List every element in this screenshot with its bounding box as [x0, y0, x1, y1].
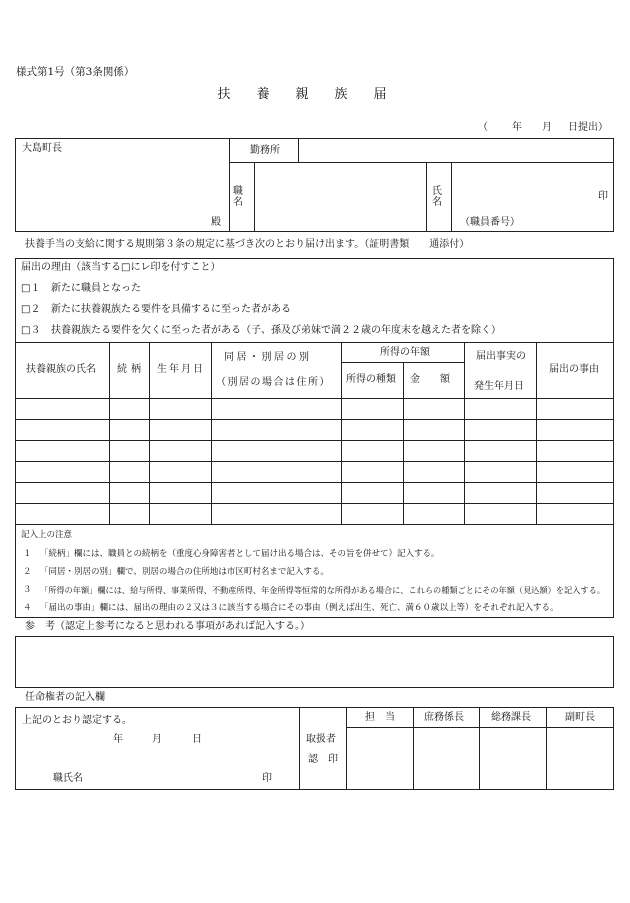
note-num-4: ４	[23, 603, 32, 613]
approval-header-staff: 担 当	[365, 712, 395, 723]
col-reason-header: 届出の事由	[549, 364, 599, 375]
table-row[interactable]	[15, 398, 614, 419]
approval-header-section-chief: 庶務係長	[424, 712, 464, 723]
handler-seal-label: 認 印	[308, 754, 338, 765]
note-num-2: ２	[23, 567, 32, 577]
col-residence-subheader: （別居の場合は住所）	[216, 377, 331, 388]
certify-text: 上記のとおり認定する。	[22, 715, 132, 726]
col-income-amount-header: 金 額	[410, 374, 450, 385]
position-field[interactable]	[258, 165, 422, 229]
reference-label: 参 考（認定上参考になると思われる事項があれば記入する。）	[25, 621, 310, 632]
seal-mark: 印	[598, 191, 608, 202]
note-text-2: 「同居・別居の別」欄で、別居の場合の住所地は市区町村名まで記入する。	[40, 567, 329, 577]
col-name-header: 扶養親族の氏名	[26, 364, 96, 375]
addressee-suffix: 殿	[211, 217, 221, 228]
col-birth-header: 生年月日	[157, 364, 205, 375]
form-title: 扶養親族届	[217, 87, 413, 102]
official-seal-mark: 印	[262, 773, 272, 784]
table-row[interactable]	[15, 461, 614, 482]
reason-option-2-text: 新たに扶養親族たる要件を具備するに至った者がある	[51, 304, 291, 315]
addressee: 大島町長	[22, 143, 62, 154]
col-income-type-header: 所得の種類	[346, 374, 396, 385]
note-text-4: 「届出の事由」欄には、届出の理由の２又は３に該当する場合にその事由（例えば出生、死亡、満６０歳以上等）をそれぞれ記入する。	[40, 603, 559, 613]
approval-header-division-chief: 総務課長	[491, 712, 531, 723]
submission-date-year: 年	[512, 122, 522, 133]
position-label: 職名	[233, 186, 243, 208]
submission-date-day: 日提出）	[568, 122, 608, 133]
employee-number-label: （職員番号）	[460, 217, 520, 228]
certify-month: 月	[152, 734, 162, 745]
approval-seal-section-chief[interactable]	[415, 729, 477, 788]
col-income-header: 所得の年額	[380, 347, 430, 358]
approval-header-deputy-mayor: 副町長	[565, 712, 595, 723]
form-number: 様式第1号（第3条関係）	[16, 66, 135, 78]
col-relation-header: 続柄	[117, 364, 145, 375]
col-event-header: 届出事実の	[476, 351, 526, 362]
intro-text: 扶養手当の支給に関する規則第３条の規定に基づき次のとおり届け出ます。（証明書類 通添付）	[25, 239, 470, 250]
certify-year: 年	[113, 734, 123, 745]
workplace-label: 勤務所	[250, 145, 280, 156]
checkbox-2[interactable]: □２	[21, 304, 41, 315]
note-text-1: 「続柄」欄には、職員との続柄を（重度心身障害者として届け出る場合は、その旨を併せて）記入する。	[40, 549, 440, 559]
certify-day: 日	[192, 734, 202, 745]
handler-label: 取扱者	[306, 734, 336, 745]
approval-seal-division-chief[interactable]	[481, 729, 544, 788]
approval-seal-staff[interactable]	[348, 729, 411, 788]
name-label: 氏名	[432, 186, 442, 208]
reason-heading: 届出の理由（該当する□にレ印を付すこと）	[21, 262, 221, 273]
table-row[interactable]	[15, 482, 614, 503]
table-row[interactable]	[15, 440, 614, 461]
col-residence-header: 同居・別居の別	[224, 352, 312, 363]
submission-date-open: （	[478, 122, 488, 133]
table-row[interactable]	[15, 503, 614, 524]
checkbox-1[interactable]: □１	[21, 283, 41, 294]
reason-option-3-text: 扶養親族たる要件を欠くに至った者がある（子、孫及び弟妹で満２２歳の年度末を越えた者を除く）	[51, 325, 501, 336]
col-event-subheader: 発生年月日	[474, 381, 524, 392]
checkbox-3[interactable]: □３	[21, 325, 41, 336]
reference-field[interactable]	[15, 636, 614, 688]
note-num-3: ３	[23, 585, 32, 595]
official-name-label: 職氏名	[53, 773, 83, 784]
appointer-heading: 任命権者の記入欄	[25, 692, 105, 703]
workplace-field[interactable]	[304, 140, 610, 160]
table-row[interactable]	[15, 419, 614, 440]
official-name-field[interactable]	[100, 768, 250, 786]
submission-date-month: 月	[542, 122, 552, 133]
note-num-1: １	[23, 549, 32, 559]
note-text-3: 「所得の年額」欄には、給与所得、事業所得、不動産所得、年金所得等恒常的な所得がある場合に、これらの種類ごとにその年額（見込額）を記入する。	[40, 585, 605, 595]
approval-seal-deputy-mayor[interactable]	[548, 729, 612, 788]
name-field[interactable]	[456, 165, 586, 211]
notes-heading: 記入上の注意	[21, 530, 73, 540]
reason-option-1-text: 新たに職員となった	[51, 283, 141, 294]
